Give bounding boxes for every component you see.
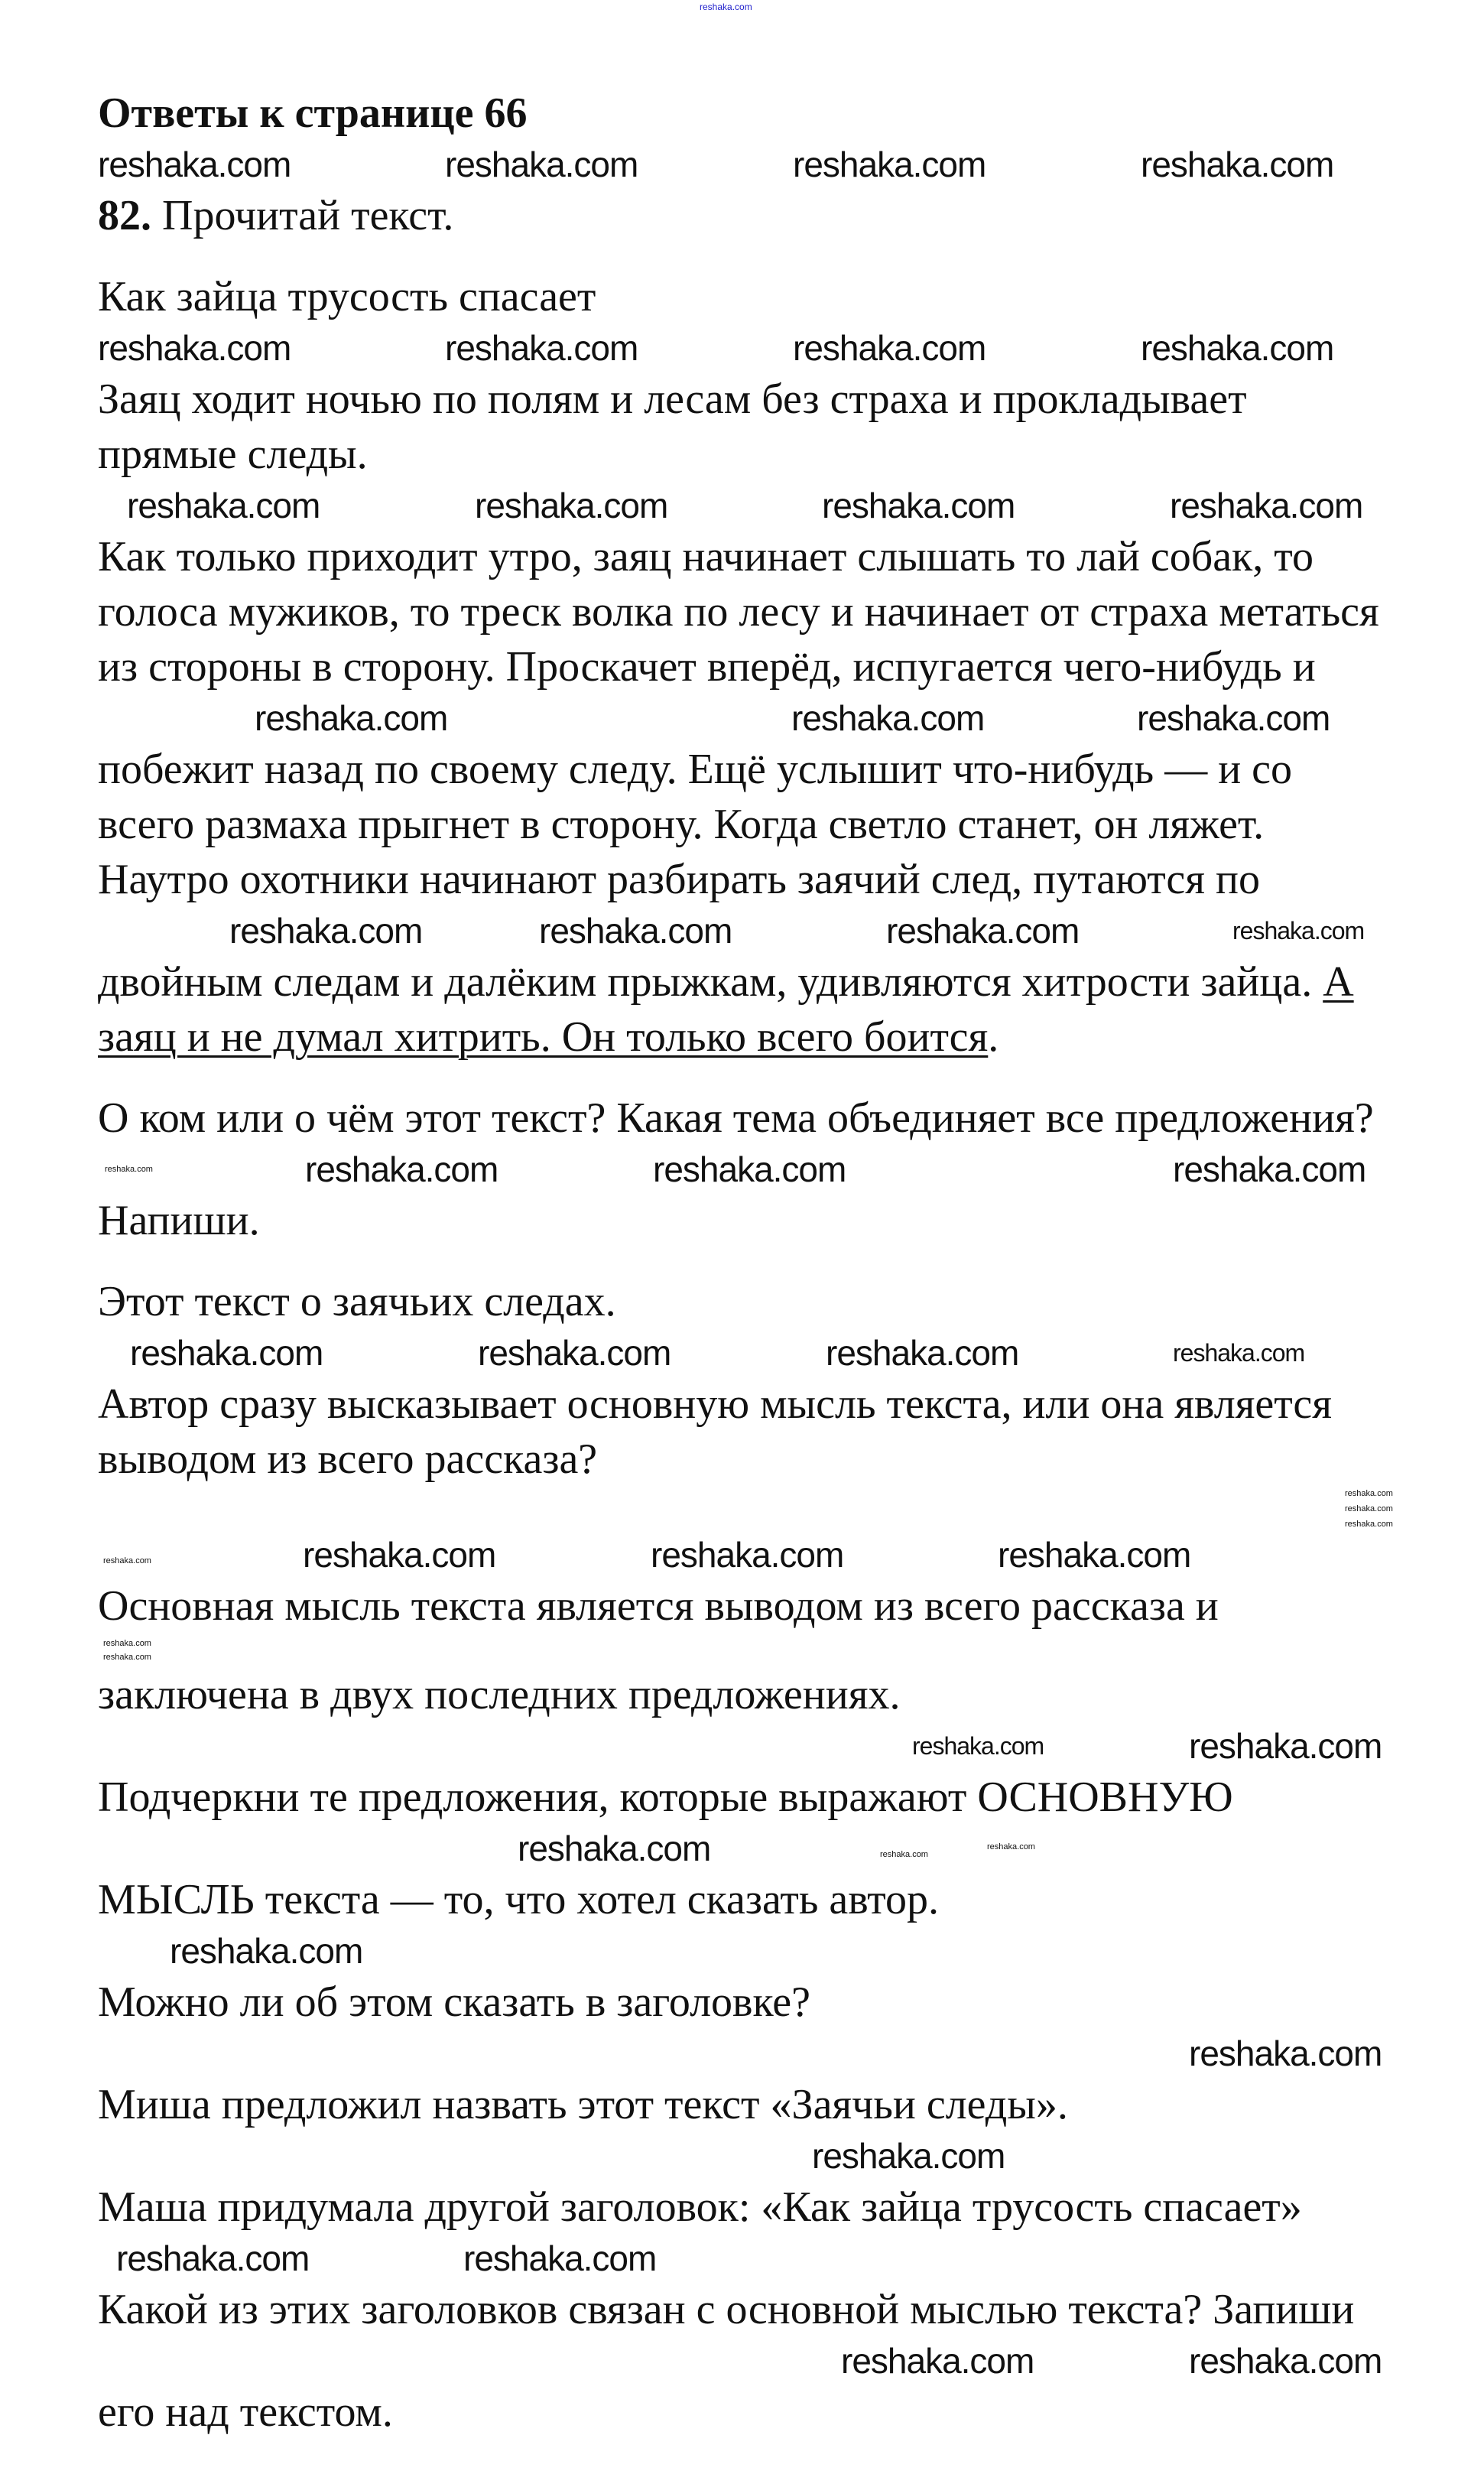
watermark-row	[0, 1826, 1484, 1871]
story-line: голоса мужиков, то треск волка по лесу и начинает от страха метаться	[98, 588, 1379, 636]
watermark: reshaka.com	[130, 1333, 323, 1373]
top-site-link[interactable]: reshaka.com	[700, 2, 752, 12]
watermark: reshaka.com	[793, 328, 986, 368]
watermark: reshaka.com	[445, 328, 638, 368]
answer-text: Основная мысль текста является выводом из всего рассказа и	[98, 1582, 1219, 1630]
question-text: его над текстом.	[98, 2388, 393, 2436]
watermark: reshaka.com	[1170, 486, 1363, 525]
answer-text: Этот текст о заячьих следах.	[98, 1278, 616, 1325]
exercise-heading	[98, 190, 1484, 242]
watermark: reshaka.com	[1189, 1726, 1382, 1766]
watermark: reshaka.com	[255, 698, 448, 738]
exercise-title: Прочитай текст.	[162, 192, 454, 239]
watermark: reshaka.com	[463, 2238, 657, 2278]
story-line: прямые следы.	[98, 431, 368, 478]
watermark: reshaka.com	[791, 698, 985, 738]
watermark: reshaka.com	[303, 1535, 496, 1575]
question-text: Напиши.	[98, 1197, 260, 1244]
watermark: reshaka.com	[445, 145, 638, 184]
watermark: reshaka.com	[229, 911, 423, 951]
question-text: выводом из всего рассказа?	[98, 1435, 598, 1483]
question-text: Автор сразу высказывает основную мысль текста, или она является	[98, 1380, 1333, 1428]
question-text: О ком или о чём этот текст? Какая тема объединяет все предложения?	[98, 1094, 1374, 1142]
watermark: reshaka.com	[987, 1842, 1035, 1851]
question-text: Миша предложил назвать этот текст «Заячьи следы».	[98, 2081, 1068, 2128]
watermark: reshaka.com	[880, 1850, 928, 1859]
watermark-row	[0, 696, 1484, 740]
watermark: reshaka.com	[1189, 2341, 1382, 2381]
watermark: reshaka.com	[812, 2136, 1005, 2176]
watermark: reshaka.com	[478, 1333, 671, 1373]
watermark: reshaka.com	[105, 1165, 153, 1174]
watermark: reshaka.com	[539, 911, 732, 951]
watermark-row	[0, 1929, 1484, 1973]
watermark: reshaka.com	[886, 911, 1080, 951]
watermark-row	[0, 2339, 1484, 2383]
story-line: побежит назад по своему следу. Ещё услышит что-нибудь — и со	[98, 746, 1293, 793]
story-line: из стороны в сторону. Проскачет вперёд, испугается чего-нибудь и	[98, 643, 1316, 691]
answer-text: заключена в двух последних предложениях.	[98, 1671, 901, 1718]
watermark: reshaka.com	[793, 145, 986, 184]
watermark-row	[0, 483, 1484, 528]
watermark: reshaka.com	[103, 1653, 151, 1662]
story-line: Наутро охотники начинают разбирать заячий след, путаются по	[98, 856, 1260, 903]
page-title: Ответы к странице 66	[98, 89, 528, 137]
watermark-row	[0, 1147, 1484, 1191]
watermark: reshaka.com	[170, 1931, 363, 1971]
watermark-row	[0, 2236, 1484, 2281]
watermark: reshaka.com	[841, 2341, 1034, 2381]
watermark: reshaka.com	[826, 1333, 1019, 1373]
watermark: reshaka.com	[98, 145, 291, 184]
underlined-main-idea: А	[1323, 958, 1354, 1006]
story-line	[98, 1011, 1484, 1063]
watermark: reshaka.com	[822, 486, 1015, 525]
watermark: reshaka.com	[998, 1535, 1191, 1575]
watermark: reshaka.com	[1345, 1504, 1393, 1513]
watermark-row	[0, 2031, 1484, 2076]
story-line: Как только приходит утро, заяц начинает слышать то лай собак, то	[98, 533, 1314, 580]
watermark-row	[0, 326, 1484, 370]
story-line: всего размаха прыгнет в сторону. Когда светло станет, он ляжет.	[98, 801, 1265, 848]
question-text: Можно ли об этом сказать в заголовке?	[98, 1978, 810, 2026]
watermark: reshaka.com	[1232, 917, 1365, 944]
exercise-number: 82.	[98, 192, 151, 239]
story-line-text: .	[988, 1013, 999, 1061]
watermark-row	[0, 142, 1484, 187]
underlined-main-idea: заяц и не думал хитрить. Он только всего боится	[98, 1013, 989, 1061]
watermark: reshaka.com	[475, 486, 668, 525]
watermark: reshaka.com	[98, 328, 291, 368]
question-text: Маша придумала другой заголовок: «Как зайца трусость спасает»	[98, 2183, 1302, 2231]
watermark: reshaka.com	[127, 486, 320, 525]
watermark-row	[0, 909, 1484, 953]
watermark: reshaka.com	[1189, 2033, 1382, 2073]
watermark: reshaka.com	[1141, 328, 1334, 368]
watermark-row	[0, 1635, 1484, 1666]
watermark: reshaka.com	[651, 1535, 844, 1575]
watermark: reshaka.com	[653, 1149, 846, 1189]
watermark: reshaka.com	[1173, 1149, 1366, 1189]
question-text: Какой из этих заголовков связан с основной мыслью текста? Запиши	[98, 2286, 1355, 2333]
watermark: reshaka.com	[116, 2238, 310, 2278]
watermark: reshaka.com	[1345, 1520, 1393, 1529]
watermark: reshaka.com	[518, 1829, 711, 1868]
watermark: reshaka.com	[305, 1149, 498, 1189]
story-title: Как зайца трусость спасает	[98, 273, 596, 320]
watermark: reshaka.com	[1173, 1339, 1305, 1367]
story-line	[98, 956, 1484, 1008]
watermark-row	[0, 1533, 1484, 1577]
watermark-row	[0, 1331, 1484, 1375]
story-line-text: двойным следам и далёким прыжкам, удивляются хитрости зайца.	[98, 958, 1323, 1006]
watermark-row	[0, 2134, 1484, 2178]
watermark: reshaka.com	[1345, 1489, 1393, 1498]
watermark: reshaka.com	[1141, 145, 1334, 184]
story-line: Заяц ходит ночью по полям и лесам без страха и прокладывает	[98, 375, 1247, 423]
watermark-row	[0, 1488, 1484, 1533]
watermark: reshaka.com	[103, 1639, 151, 1648]
watermark: reshaka.com	[103, 1556, 151, 1565]
watermark: reshaka.com	[912, 1732, 1044, 1760]
question-text: Подчеркни те предложения, которые выражают ОСНОВНУЮ	[98, 1773, 1233, 1821]
watermark: reshaka.com	[1137, 698, 1330, 738]
question-text: МЫСЛЬ текста — то, что хотел сказать автор.	[98, 1876, 940, 1923]
watermark-row	[0, 1724, 1484, 1768]
